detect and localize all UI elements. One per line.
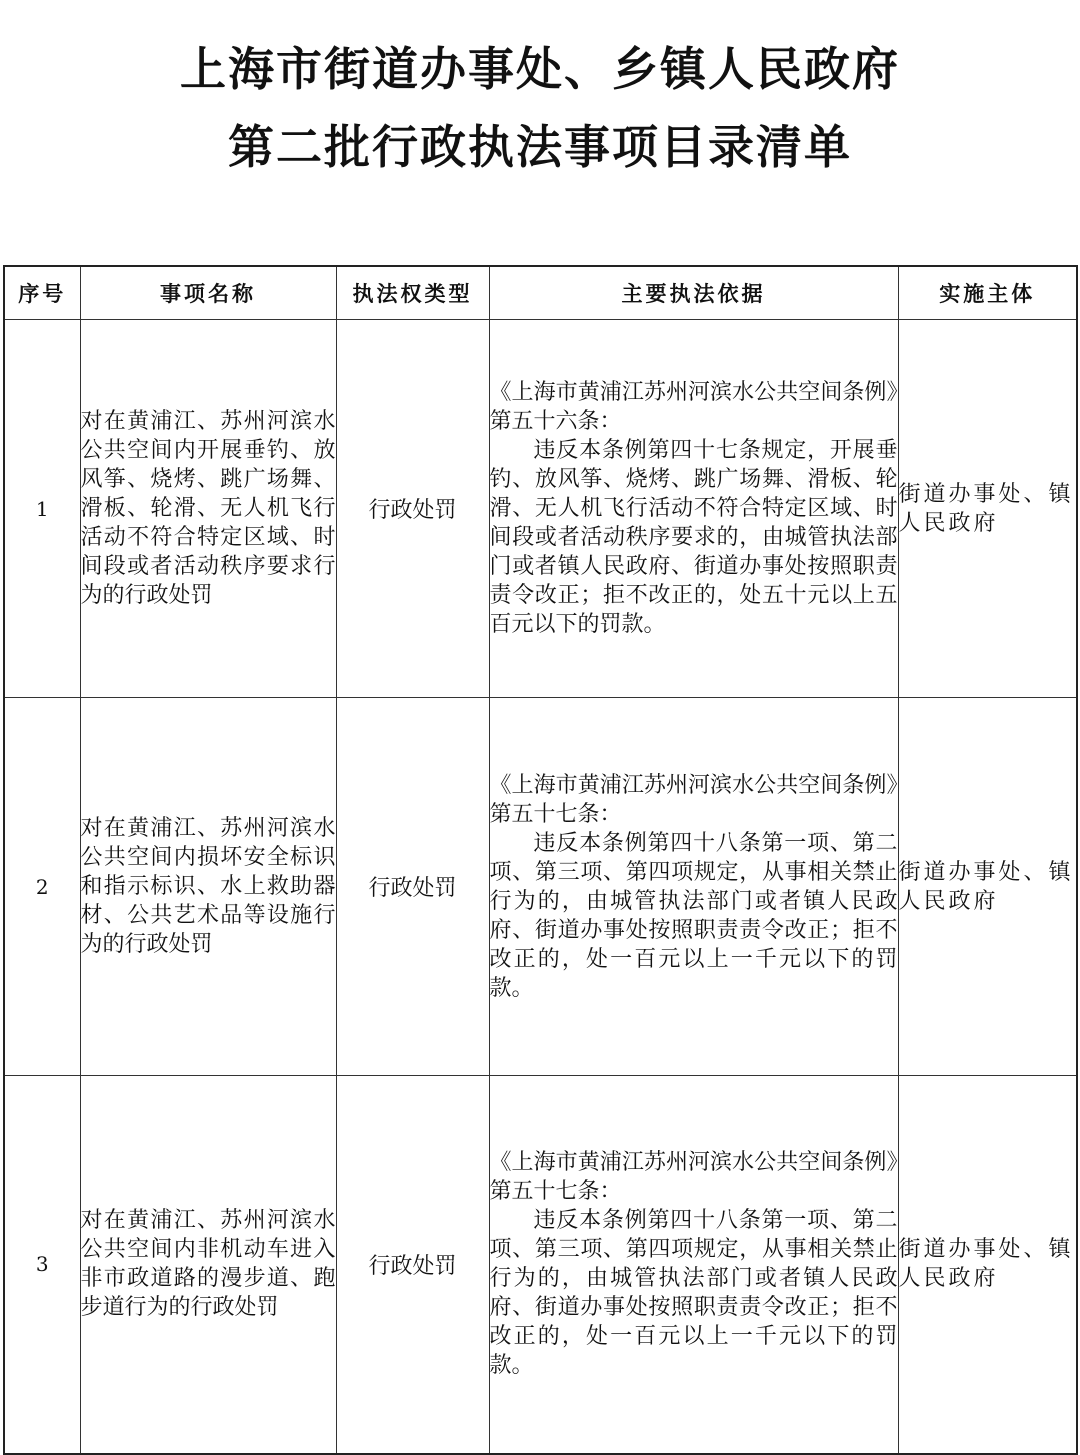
- header-type: 执法权类型: [336, 266, 489, 320]
- header-basis: 主要执法依据: [489, 266, 898, 320]
- row-legal-basis: [489, 698, 898, 1076]
- row-implementing-body: 街道办事处、镇人民政府: [898, 320, 1077, 698]
- row-enforcement-type: 行政处罚: [336, 320, 489, 698]
- table-row: [4, 698, 1077, 1076]
- enforcement-items-table: [3, 265, 1078, 1455]
- table-row: [4, 320, 1077, 698]
- basis-body: 违反本条例第四十八条第一项、第二项、第三项、第四项规定，从事相关禁止行为的，由城管执法部门或者镇人民政府、街道办事处按照职责责令改正；拒不改正的，处一百元以上一千元以下的罚款。: [489, 830, 898, 1001]
- row-seq: 3: [4, 1076, 80, 1454]
- header-seq: 序号: [4, 266, 80, 320]
- basis-body: 违反本条例第四十八条第一项、第二项、第三项、第四项规定，从事相关禁止行为的，由城管执法部门或者镇人民政府、街道办事处按照职责责令改正；拒不改正的，处一百元以上一千元以下的罚款。: [489, 1208, 898, 1379]
- row-seq: 2: [4, 698, 80, 1076]
- title-line-2: 第二批行政执法事项目录清单: [228, 120, 852, 174]
- row-implementing-body: 街道办事处、镇人民政府: [898, 1076, 1077, 1454]
- basis-title: 《上海市黄浦江苏州河滨水公共空间条例》第五十七条：: [489, 772, 898, 827]
- table-header-row: [4, 266, 1077, 320]
- row-enforcement-type: 行政处罚: [336, 1076, 489, 1454]
- header-name: 事项名称: [80, 266, 336, 320]
- row-legal-basis: [489, 1076, 898, 1454]
- row-item-name: 对在黄浦江、苏州河滨水公共空间内开展垂钓、放风筝、烧烤、跳广场舞、滑板、轮滑、无人机飞行活动不符合特定区域、时间段或者活动秩序要求行为的行政处罚: [80, 320, 336, 698]
- row-item-name: 对在黄浦江、苏州河滨水公共空间内损坏安全标识和指示标识、水上救助器材、公共艺术品等设施行为的行政处罚: [80, 698, 336, 1076]
- document-title: [0, 30, 1080, 186]
- basis-title: 《上海市黄浦江苏州河滨水公共空间条例》第五十六条：: [489, 380, 898, 434]
- basis-title: 《上海市黄浦江苏州河滨水公共空间条例》第五十七条：: [489, 1150, 898, 1205]
- row-item-name: 对在黄浦江、苏州河滨水公共空间内非机动车进入非市政道路的漫步道、跑步道行为的行政处罚: [80, 1076, 336, 1454]
- title-line-1: 上海市街道办事处、乡镇人民政府: [180, 42, 900, 96]
- row-seq: 1: [4, 320, 80, 698]
- row-legal-basis: [489, 320, 898, 698]
- row-enforcement-type: 行政处罚: [336, 698, 489, 1076]
- row-implementing-body: 街道办事处、镇人民政府: [898, 698, 1077, 1076]
- header-subject: 实施主体: [898, 266, 1077, 320]
- table-row: [4, 1076, 1077, 1454]
- basis-body: 违反本条例第四十七条规定，开展垂钓、放风筝、烧烤、跳广场舞、滑板、轮滑、无人机飞行活动不符合特定区域、时间段或者活动秩序要求的，由城管执法部门或者镇人民政府、街道办事处按照职责责令改正；拒不改正的，处五十元以上五百元以下的罚款。: [489, 438, 898, 637]
